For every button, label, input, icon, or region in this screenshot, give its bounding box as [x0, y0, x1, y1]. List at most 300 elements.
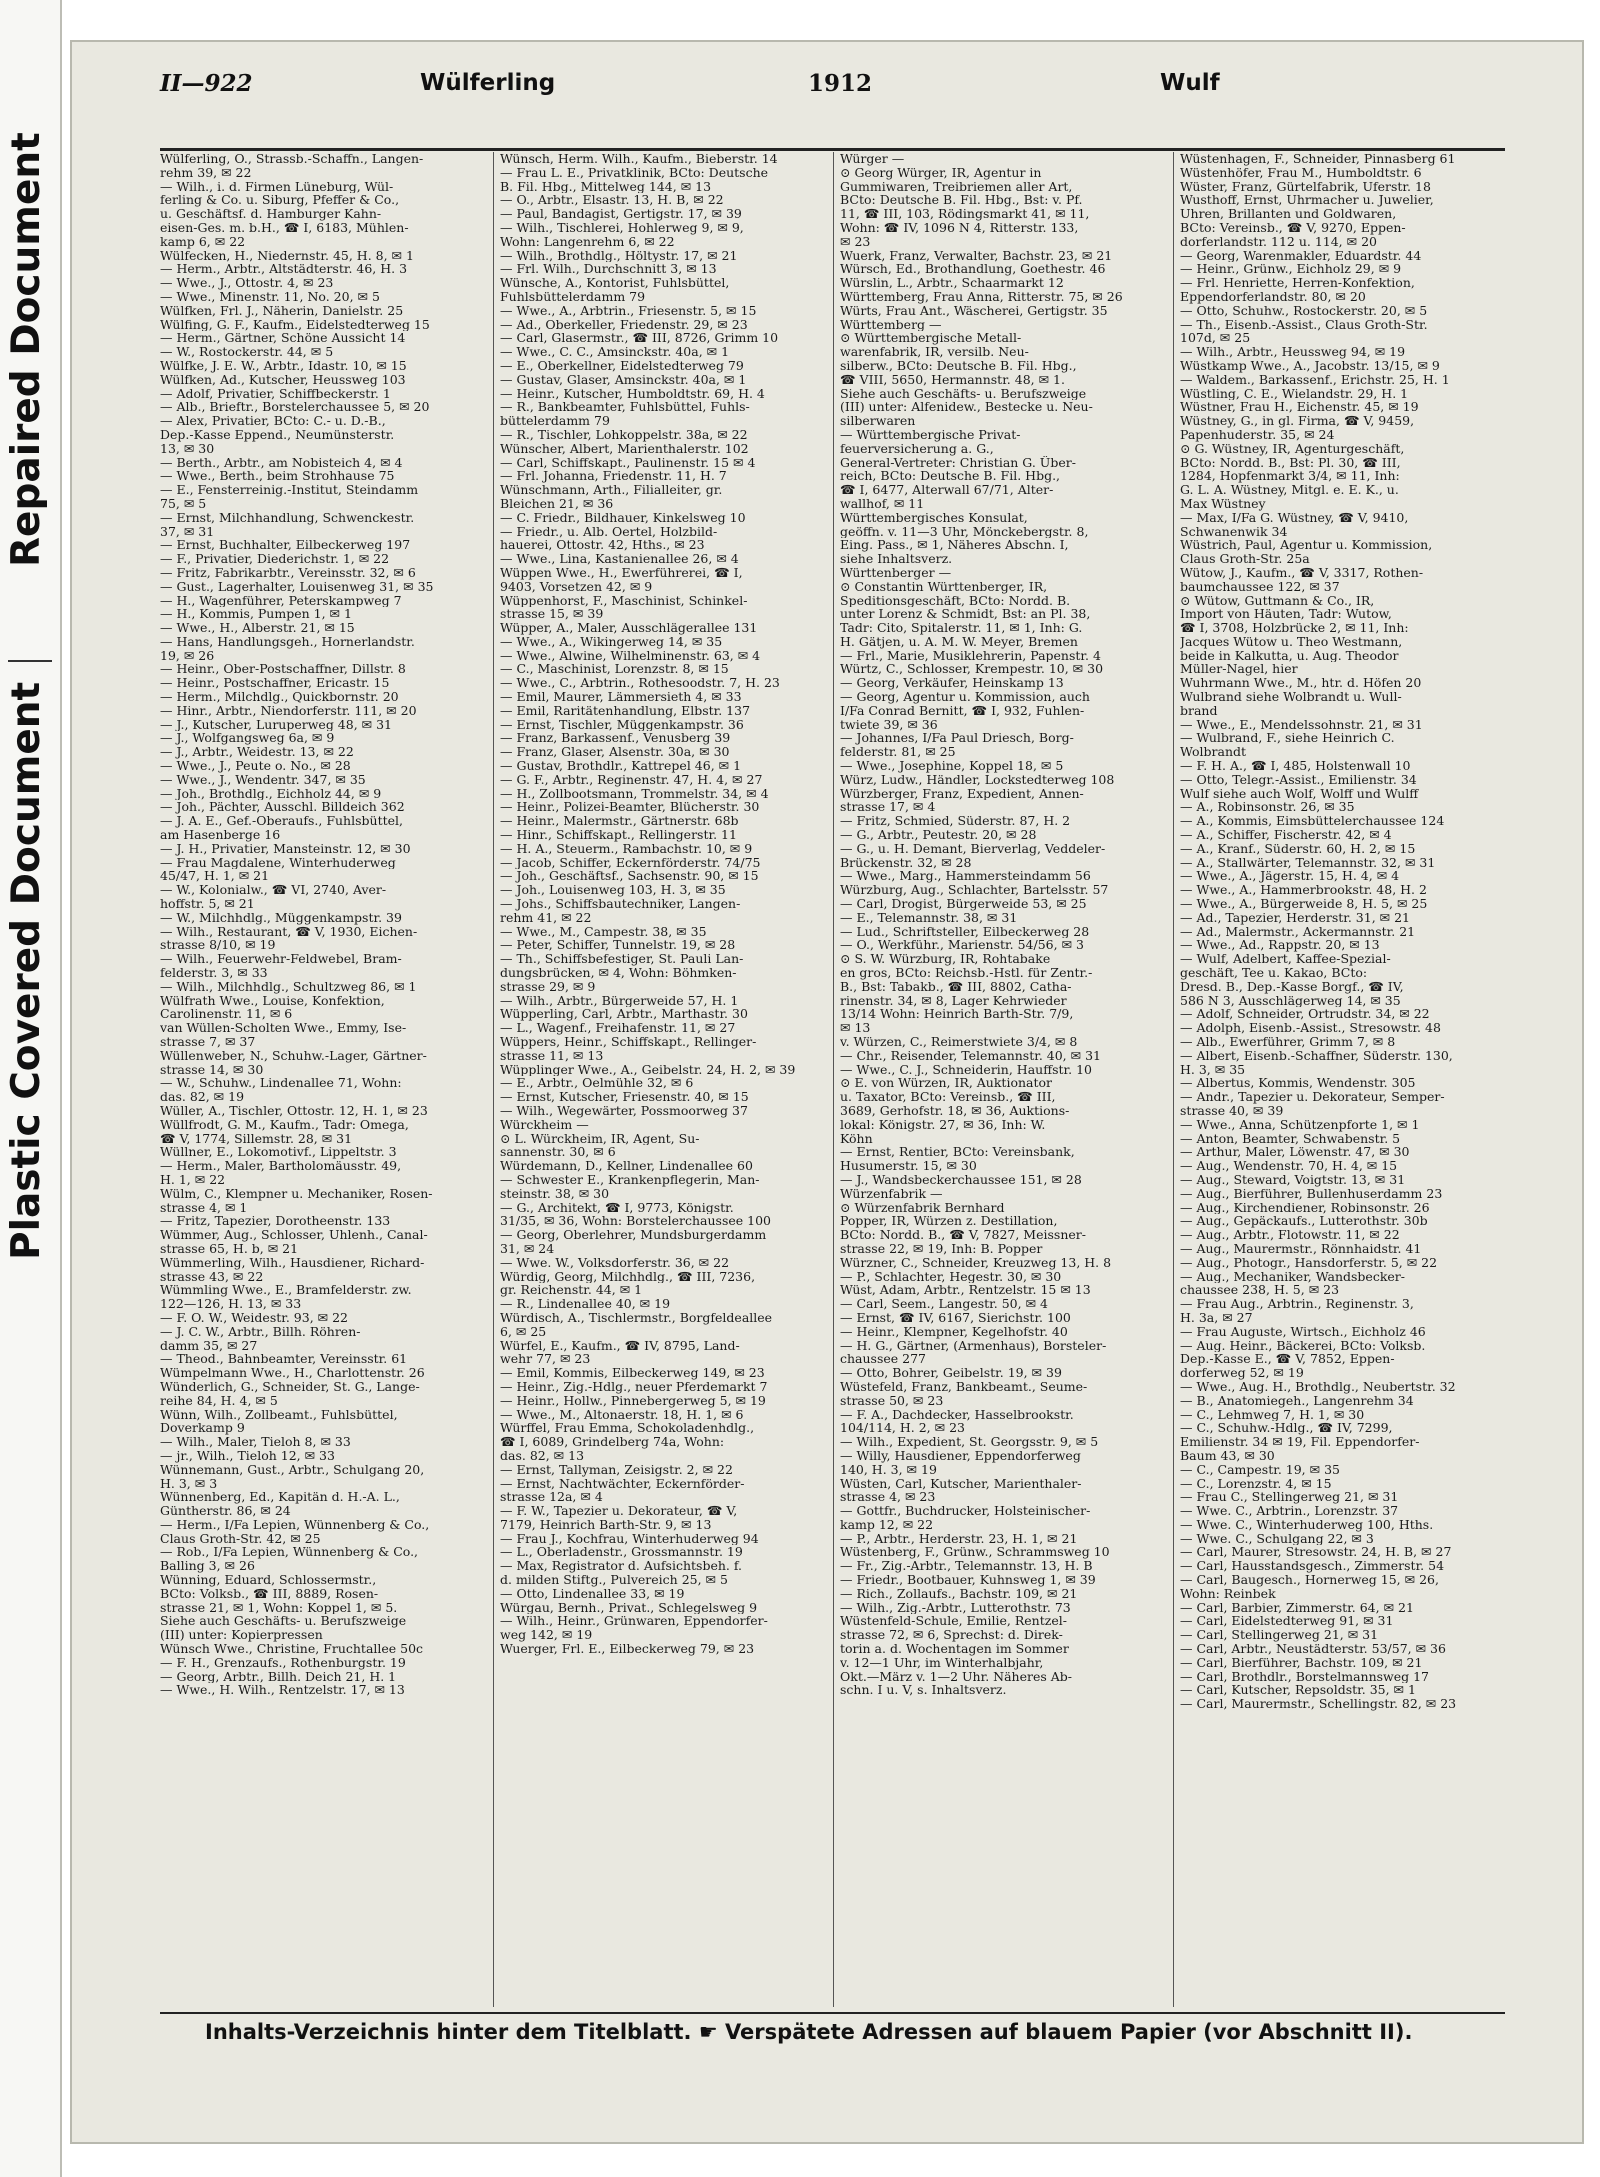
directory-entry: — Theod., Bahnbeamter, Vereinsstr. 61 [160, 1352, 408, 1367]
directory-entry: G. L. A. Wüstney, Mitgl. e. E. K., u. [1180, 483, 1399, 497]
directory-entry: — P., Schlachter, Hegestr. 30, ✉ 30 [840, 1269, 1062, 1284]
directory-entry: H. Gätjen, u. A. M. W. Meyer, Bremen [840, 634, 1078, 649]
directory-entry: geöffn. v. 11—3 Uhr, Mönckebergstr. 8, [840, 524, 1089, 539]
directory-entry: — Th., Eisenb.-Assist., Claus Groth-Str. [1180, 317, 1428, 332]
directory-entry: — Carl, Barbier, Zimmerstr. 64, ✉ 21 [1180, 1600, 1414, 1615]
directory-entry: reich, BCto: Deutsche B. Fil. Hbg., [840, 469, 1061, 484]
directory-entry: strasse 15, ✉ 39 [500, 607, 604, 622]
column-divider [1173, 152, 1174, 2007]
directory-entry: Uhren, Brillanten und Goldwaren, [1180, 207, 1397, 221]
directory-entry: Wuerk, Franz, Verwalter, Bachstr. 23, ✉ 21 [840, 248, 1113, 263]
directory-entry: 6, ✉ 25 [500, 1324, 547, 1339]
column-divider [833, 152, 834, 2007]
directory-entry: — Gottfr., Buchdrucker, Holsteinischer- [840, 1504, 1091, 1518]
directory-entry: — Wwe., Ad., Rappstr. 20, ✉ 13 [1180, 938, 1380, 953]
directory-entry: — Heinr., Ober-Postschaffner, Dillstr. 8 [160, 662, 406, 677]
directory-entry: — Hinr., Schiffskapt., Rellingerstr. 11 [500, 828, 737, 842]
directory-entry: Wümmerling, Wilh., Hausdiener, Richard- [160, 1255, 425, 1270]
directory-entry: Wünsch Wwe., Christine, Fruchtallee 50c [160, 1642, 424, 1656]
directory-entry: Wüst, Adam, Arbtr., Rentzelstr. 15 ✉ 13 [840, 1283, 1091, 1298]
directory-entry: — E., Fensterreinig.-Institut, Steindamm [160, 483, 419, 497]
directory-entry: Wümmling Wwe., E., Bramfelderstr. zw. [160, 1283, 412, 1298]
directory-entry: — Heinr., Kutscher, Humboldtstr. 69, H. 4 [500, 386, 765, 401]
directory-entry: chaussee 238, H. 5, ✉ 23 [1180, 1283, 1340, 1298]
directory-entry: — Fritz, Fabrikarbtr., Vereinsstr. 32, ✉ 6 [160, 565, 416, 580]
directory-entry: — Georg, Arbtr., Billh. Deich 21, H. 1 [160, 1669, 397, 1684]
directory-entry: Wüstenhöfer, Frau M., Humboldtstr. 6 [1180, 165, 1422, 180]
directory-entry: Claus Groth-Str. 42, ✉ 25 [160, 1531, 321, 1546]
directory-entry: — Aug., Arbtr., Flotowstr. 11, ✉ 22 [1180, 1228, 1400, 1242]
directory-entry: Okt.—März v. 1—2 Uhr. Näheres Ab- [840, 1669, 1072, 1684]
directory-entry: 75, ✉ 5 [160, 496, 207, 511]
directory-entry: Wuhrmann Wwe., M., htr. d. Höfen 20 [1180, 676, 1422, 691]
directory-entry: — Herm., Gärtner, Schöne Aussicht 14 [160, 331, 406, 346]
directory-entry: — Wilh., Tischlerei, Hohlerweg 9, ✉ 9, [500, 220, 744, 235]
directory-entry: Wülfrath Wwe., Louise, Konfektion, [160, 993, 385, 1008]
directory-entry: Wüster, Franz, Gürtelfabrik, Uferstr. 18 [1180, 179, 1431, 194]
directory-entry: — Th., Schiffsbefestiger, St. Pauli Lan- [500, 952, 744, 967]
directory-entry: ☎ VIII, 5650, Hermannstr. 48, ✉ 1. [840, 372, 1065, 387]
directory-entry: — Hans, Handlungsgeh., Hornerlandstr. [160, 634, 415, 649]
directory-entry: Würger — [840, 152, 905, 166]
directory-entry: dorferweg 52, ✉ 19 [1180, 1366, 1304, 1380]
directory-entry: u. Taxator, BCto: Vereinsb., ☎ III, [840, 1090, 1056, 1104]
directory-entry: Würckheim — [500, 1117, 589, 1132]
directory-entry: H. 3a, ✉ 27 [1180, 1310, 1253, 1325]
directory-entry: — Aug., Wendenstr. 70, H. 4, ✉ 15 [1180, 1159, 1398, 1173]
directory-entry: — Ad., Malermstr., Ackermannstr. 21 [1180, 924, 1416, 939]
directory-entry: — Wwe., J., Peute o. No., ✉ 28 [160, 759, 351, 773]
directory-entry: — Frl., Marie, Musiklehrerin, Papenstr. 4 [840, 648, 1101, 663]
directory-entry: damm 35, ✉ 27 [160, 1338, 258, 1353]
directory-entry: — Ernst, Rentier, BCto: Vereinsbank, [840, 1145, 1075, 1160]
directory-entry: Würslin, L., Arbtr., Schaarmarkt 12 [840, 276, 1064, 290]
directory-entry: BCto: Nordd. B., ☎ V, 7827, Meissner- [840, 1228, 1086, 1242]
directory-entry: Würfel, E., Kaufm., ☎ IV, 8795, Land- [500, 1338, 740, 1353]
directory-entry: Wünsch, Herm. Wilh., Kaufm., Bieberstr. 14 [500, 152, 778, 166]
directory-entry: Würdemann, D., Kellner, Lindenallee 60 [500, 1159, 753, 1173]
directory-entry: — Heinr., Postschaffner, Ericastr. 15 [160, 676, 390, 691]
directory-entry: schn. I u. V, s. Inhaltsverz. [840, 1683, 1007, 1698]
directory-entry: lokal: Königstr. 27, ✉ 36, Inh: W. [840, 1117, 1046, 1132]
directory-entry: — Wwe., A., Hammerbrookstr. 48, H. 2 [1180, 883, 1427, 898]
directory-entry: am Hasenberge 16 [160, 828, 281, 842]
directory-entry: Güntherstr. 86, ✉ 24 [160, 1504, 291, 1518]
directory-entry: Schwanenwik 34 [1180, 524, 1288, 539]
directory-entry: — Georg, Warenmakler, Eduardstr. 44 [1180, 248, 1422, 263]
directory-entry: — J. A. E., Gef.-Oberaufs., Fuhlsbüttel, [160, 814, 403, 829]
directory-entry: — Frau Aug., Arbtrin., Reginenstr. 3, [1180, 1297, 1414, 1311]
directory-entry: Wohn: ☎ IV, 1096 N 4, Ritterstr. 133, [840, 220, 1079, 235]
directory-entry: dorferlandstr. 112 u. 114, ✉ 20 [1180, 234, 1377, 249]
directory-entry: — G., u. H. Demant, Bierverlag, Veddeler- [840, 841, 1106, 856]
directory-entry: — W., Rostockerstr. 44, ✉ 5 [160, 345, 334, 359]
directory-entry: Würtz, C., Schlosser, Krempestr. 10, ✉ 30 [840, 662, 1104, 677]
directory-entry: Wüpper, A., Maler, Ausschlägerallee 131 [500, 621, 758, 635]
directory-entry: torin a. d. Wochentagen im Sommer [840, 1642, 1069, 1656]
directory-entry: — Wwe., Marg., Hammersteindamm 56 [840, 869, 1091, 884]
directory-entry: strasse 4, ✉ 23 [840, 1490, 936, 1505]
directory-entry: — F., Privatier, Diederichstr. 1, ✉ 22 [160, 552, 390, 566]
directory-entry: Würzberger, Franz, Expedient, Annen- [840, 786, 1084, 801]
directory-entry: — Wilh., Arbtr., Bürgerweide 57, H. 1 [500, 993, 739, 1008]
directory-entry: — Otto, Telegr.-Assist., Emilienstr. 34 [1180, 772, 1417, 787]
column-3 [840, 152, 1166, 2007]
directory-entry: — Georg, Oberlehrer, Mundsburgerdamm [500, 1228, 767, 1242]
directory-entry: 586 N 3, Ausschlägerweg 14, ✉ 35 [1180, 993, 1401, 1008]
directory-entry: — Wwe., Aug. H., Brothdlg., Neubertstr. 32 [1180, 1379, 1456, 1394]
directory-entry: — Frl. Johanna, Friedenstr. 11, H. 7 [500, 469, 727, 484]
directory-entry: — Ernst, Kutscher, Friesenstr. 40, ✉ 15 [500, 1090, 749, 1104]
directory-entry: ☎ V, 1774, Sillemstr. 28, ✉ 31 [160, 1131, 353, 1146]
directory-entry: Wülfing, G. F., Kaufm., Eidelstedterweg 15 [160, 317, 430, 332]
directory-entry: — F. H. A., ☎ I, 485, Holstenwall 10 [1180, 759, 1411, 773]
directory-entry: — A., Robinsonstr. 26, ✉ 35 [1180, 800, 1355, 815]
directory-entry: beide in Kalkutta, u. Aug. Theodor [1180, 648, 1399, 663]
directory-entry: — Carl, Brothdlr., Borstelmannsweg 17 [1180, 1669, 1430, 1684]
directory-entry: 31/35, ✉ 36, Wohn: Borstelerchaussee 100 [500, 1214, 771, 1229]
directory-entry: — A., Schiffer, Fischerstr. 42, ✉ 4 [1180, 828, 1392, 842]
directory-entry: — C., Campestr. 19, ✉ 35 [1180, 1462, 1340, 1477]
directory-entry: Eppendorferlandstr. 80, ✉ 20 [1180, 289, 1366, 304]
directory-entry: Wüstenberg, F., Grünw., Schrammsweg 10 [840, 1545, 1110, 1560]
directory-entry: — C., Maschinist, Lorenzstr. 8, ✉ 15 [500, 662, 729, 677]
directory-entry: — L., Wagenf., Freihafenstr. 11, ✉ 27 [500, 1021, 736, 1035]
directory-entry: dungsbrücken, ✉ 4, Wohn: Böhmken- [500, 966, 737, 980]
directory-entry: ⊙ Württembergische Metall- [840, 331, 1022, 346]
directory-entry: 37, ✉ 31 [160, 524, 215, 539]
directory-entry: 122—126, H. 13, ✉ 33 [160, 1297, 302, 1311]
directory-entry: u. Geschäftsf. d. Hamburger Kahn- [160, 207, 382, 221]
directory-entry: — Carl, Bierführer, Bachstr. 109, ✉ 21 [1180, 1655, 1423, 1670]
directory-entry: — C., Schuhw.-Hdlg., ☎ IV, 7299, [1180, 1421, 1393, 1436]
directory-entry: — Herm., I/Fa Lepien, Wünnenberg & Co., [160, 1517, 430, 1532]
directory-entry: — Lud., Schriftsteller, Eilbeckerweg 28 [840, 924, 1090, 939]
directory-entry: — Wwe., A., Arbtrin., Friesenstr. 5, ✉ 15 [500, 303, 757, 318]
directory-entry: — Wwe., Anna, Schützenpforte 1, ✉ 1 [1180, 1117, 1420, 1132]
directory-entry: 31, ✉ 24 [500, 1241, 555, 1256]
directory-entry: Würgau, Bernh., Privat., Schlegelsweg 9 [500, 1600, 758, 1615]
directory-entry: strasse 12a, ✉ 4 [500, 1490, 603, 1505]
directory-entry: — Wilh., Restaurant, ☎ V, 1930, Eichen- [160, 924, 418, 939]
directory-entry: — J., Kutscher, Luruperweg 48, ✉ 31 [160, 717, 393, 732]
directory-entry: 107d, ✉ 25 [1180, 331, 1251, 346]
directory-entry: — Joh., Geschäftsf., Sachsenstr. 90, ✉ 15 [500, 869, 759, 884]
directory-entry: — Gustav, Glaser, Amsinckstr. 40a, ✉ 1 [500, 372, 747, 387]
column-4 [1180, 152, 1506, 2007]
directory-entry: — Jacob, Schiffer, Eckernförderstr. 74/75 [500, 855, 761, 870]
directory-entry: — Georg, Agentur u. Kommission, auch [840, 690, 1090, 704]
directory-entry: Würffel, Frau Emma, Schokoladenhdlg., [500, 1421, 755, 1436]
directory-entry: Claus Groth-Str. 25a [1180, 552, 1310, 566]
directory-entry: — Adolph, Eisenb.-Assist., Stresowstr. 48 [1180, 1021, 1441, 1035]
directory-entry: — Wwe., M., Altonaerstr. 18, H. 1, ✉ 6 [500, 1407, 744, 1422]
directory-entry: 19, ✉ 26 [160, 648, 215, 663]
directory-entry: strasse 22, ✉ 19, Inh: B. Popper [840, 1241, 1043, 1256]
directory-entry: — Alb., Brieftr., Borstelerchaussee 5, ✉ 20 [160, 400, 430, 415]
directory-entry: Dep.-Kasse E., ☎ V, 7852, Eppen- [1180, 1352, 1395, 1367]
directory-entry: — Heinr., Klempner, Kegelhofstr. 40 [840, 1324, 1068, 1339]
directory-entry: en gros, BCto: Reichsb.-Hstl. für Zentr.- [840, 966, 1093, 980]
directory-entry: — Wwe., H., Alberstr. 21, ✉ 15 [160, 621, 355, 635]
directory-entry: Württemberg, Frau Anna, Ritterstr. 75, ✉ 26 [840, 289, 1123, 304]
directory-entry: — Wilh., Zig.-Arbtr., Lutterothstr. 73 [840, 1600, 1071, 1615]
directory-entry: — Joh., Louisenweg 103, H. 3, ✉ 35 [500, 883, 726, 898]
directory-entry: — Wwe., J., Wendentr. 347, ✉ 35 [160, 772, 366, 787]
directory-entry: strasse 11, ✉ 13 [500, 1048, 604, 1063]
directory-entry: Wütow, J., Kaufm., ☎ V, 3317, Rothen- [1180, 565, 1424, 580]
directory-entry: — Wilh., Maler, Tieloh 8, ✉ 33 [160, 1435, 351, 1449]
directory-entry: — Ernst, ☎ IV, 6167, Sierichstr. 100 [840, 1310, 1071, 1325]
directory-entry: Wüstner, Frau H., Eichenstr. 45, ✉ 19 [1180, 400, 1419, 415]
directory-entry: B. Fil. Hbg., Mittelweg 144, ✉ 13 [500, 179, 712, 194]
directory-entry: Wülm, C., Klempner u. Mechaniker, Rosen- [160, 1186, 433, 1201]
directory-entry: — Willy, Hausdiener, Eppendorferweg [840, 1448, 1081, 1463]
directory-entry: — A., Kommis, Eimsbüttelerchaussee 124 [1180, 814, 1445, 829]
directory-entry: das. 82, ✉ 13 [500, 1448, 585, 1463]
directory-entry: strasse 72, ✉ 6, Sprechst: d. Direk- [840, 1628, 1063, 1643]
directory-entry: — H., Zollbootsmann, Trommelstr. 34, ✉ 4 [500, 786, 769, 801]
directory-entry: Wüllenweber, N., Schuhw.-Lager, Gärtner- [160, 1048, 427, 1063]
directory-entry: hauerei, Ottostr. 42, Hths., ✉ 23 [500, 538, 705, 553]
directory-entry: — Wilh., i. d. Firmen Lüneburg, Wül- [160, 179, 394, 194]
directory-entry: — Wwe., C., Arbtrin., Rothesoodstr. 7, H. 23 [500, 676, 780, 691]
directory-entry: Wülferling, O., Strassb.-Schaffn., Langen- [160, 152, 424, 166]
directory-entry: strasse 4, ✉ 1 [160, 1200, 248, 1215]
directory-entry: — Friedr., u. Alb. Oertel, Holzbild- [500, 524, 718, 539]
directory-entry: Emilienstr. 34 ✉ 19, Fil. Eppendorfer- [1180, 1435, 1420, 1449]
directory-entry: — Franz, Barkassenf., Venusberg 39 [500, 731, 731, 746]
directory-entry: — Aug., Kirchendiener, Robinsonstr. 26 [1180, 1200, 1430, 1215]
directory-entry: Wolbrandt [1180, 745, 1247, 760]
directory-entry: — H., Kommis, Pumpen 1, ✉ 1 [160, 607, 352, 622]
directory-entry: Wulbrand siehe Wolbrandt u. Wull- [1180, 690, 1402, 704]
directory-entry: (III) unter: Alfenidew., Bestecke u. Neu- [840, 400, 1093, 415]
directory-entry: — R., Tischler, Lohkoppelstr. 38a, ✉ 22 [500, 427, 748, 442]
directory-entry: H. 3, ✉ 3 [160, 1476, 218, 1491]
directory-entry: — Frau C., Stellingerweg 21, ✉ 31 [1180, 1490, 1399, 1505]
plastic-covered-label: Plastic Covered Document [4, 681, 49, 1260]
directory-entry: — Carl, Arbtr., Neustädterstr. 53/57, ✉ 36 [1180, 1642, 1446, 1656]
directory-entry: reihe 84, H. 4, ✉ 5 [160, 1393, 278, 1408]
directory-entry: — Carl, Drogist, Bürgerweide 53, ✉ 25 [840, 897, 1087, 911]
directory-entry: Wohn: Reinbek [1180, 1586, 1276, 1601]
directory-entry: — W., Milchhdlg., Müggenkampstr. 39 [160, 910, 402, 925]
directory-entry: — Peter, Schiffer, Tunnelstr. 19, ✉ 28 [500, 938, 736, 953]
directory-entry: — Otto, Lindenallee 33, ✉ 19 [500, 1586, 685, 1601]
directory-entry: Wümpelmann Wwe., H., Charlottenstr. 26 [160, 1366, 425, 1380]
directory-entry: strasse 8/10, ✉ 19 [160, 938, 276, 953]
directory-entry: — Carl, Glasermstr., ☎ III, 8726, Grimm 10 [500, 331, 779, 346]
directory-entry: — Rob., I/Fa Lepien, Wünnenberg & Co., [160, 1545, 419, 1560]
directory-entry: wehr 77, ✉ 23 [500, 1352, 591, 1367]
directory-entry: — Adolf, Schneider, Ortrudstr. 34, ✉ 22 [1180, 1007, 1430, 1022]
directory-entry: — E., Arbtr., Oelmühle 32, ✉ 6 [500, 1076, 694, 1091]
directory-entry: steinstr. 38, ✉ 30 [500, 1186, 610, 1201]
directory-entry: ⊙ Georg Würger, IR, Agentur in [840, 165, 1042, 180]
directory-entry: Max Wüstney [1180, 496, 1266, 511]
directory-entry: — J., Wolfgangsweg 6a, ✉ 9 [160, 731, 335, 746]
directory-entry: — Wwe. C., Schulgang 22, ✉ 3 [1180, 1531, 1374, 1546]
directory-entry: silberw., BCto: Deutsche B. Fil. Hbg., [840, 358, 1077, 373]
directory-entry: strasse 43, ✉ 22 [160, 1269, 264, 1284]
directory-entry: — Georg, Verkäufer, Heinskamp 13 [840, 676, 1064, 691]
directory-entry: Württemberg — [840, 317, 942, 332]
directory-entry: — jr., Wilh., Tieloh 12, ✉ 33 [160, 1448, 335, 1463]
directory-entry: — Alb., Ewerführer, Grimm 7, ✉ 8 [1180, 1035, 1396, 1049]
directory-entry: 140, H. 3, ✉ 19 [840, 1462, 937, 1477]
directory-entry: — O., Werkführ., Marienstr. 54/56, ✉ 3 [840, 938, 1084, 953]
directory-entry: — Wwe., Berth., beim Strohhause 75 [160, 469, 395, 484]
directory-entry: — Wwe., A., Wikingerweg 14, ✉ 35 [500, 634, 723, 649]
directory-entry: — J. C. W., Arbtr., Billh. Röhren- [160, 1324, 361, 1339]
directory-entry: I/Fa Conrad Bernitt, ☎ I, 932, Fuhlen- [840, 703, 1085, 718]
directory-entry: — F. W., Tapezier u. Dekorateur, ☎ V, [500, 1504, 738, 1518]
directory-entry: — Fr., Zig.-Arbtr., Telemannstr. 13, H. B [840, 1559, 1093, 1574]
directory-entry: Wüstney, G., in gl. Firma, ☎ V, 9459, [1180, 414, 1415, 428]
directory-entry: Wuerger, Frl. E., Eilbeckerweg 79, ✉ 23 [500, 1642, 755, 1656]
directory-entry: 3689, Gerhofstr. 18, ✉ 36, Auktions- [840, 1103, 1070, 1118]
directory-entry: — Schwester E., Krankenpflegerin, Man- [500, 1172, 760, 1187]
directory-entry: Dresd. B., Dep.-Kasse Borgf., ☎ IV, [1180, 979, 1404, 994]
directory-entry: — Carl, Hausstandsgesch., Zimmerstr. 54 [1180, 1559, 1445, 1574]
directory-entry: — Fritz, Schmied, Süderstr. 87, H. 2 [840, 814, 1071, 829]
year-label: 1912 [808, 70, 873, 97]
directory-entry: — Ernst, Milchhandlung, Schwenckestr. [160, 510, 415, 525]
directory-entry: — B., Anatomiegeh., Langenrehm 34 [1180, 1393, 1414, 1408]
directory-entry: — Heinr., Grünw., Eichholz 29, ✉ 9 [1180, 262, 1402, 277]
directory-entry: ☎ I, 6477, Alterwall 67/71, Alter- [840, 483, 1054, 497]
directory-entry: Würdig, Georg, Milchhdlg., ☎ III, 7236, [500, 1269, 756, 1284]
directory-entry: — Heinr., Malermstr., Gärtnerstr. 68b [500, 814, 739, 829]
directory-entry: — G., Architekt, ☎ I, 9773, Königstr. [500, 1200, 734, 1215]
directory-entry: ⊙ G. Wüstney, IR, Agenturgeschäft, [1180, 441, 1405, 456]
last-entry-name: Wulf [1160, 70, 1220, 96]
directory-entry: strasse 7, ✉ 37 [160, 1035, 256, 1049]
directory-entry: — F. H., Grenzaufs., Rothenburgstr. 19 [160, 1655, 406, 1670]
directory-entry: Wüppenhorst, F., Maschinist, Schinkel- [500, 593, 748, 608]
directory-entry: Wünn, Wilh., Zollbeamt., Fuhlsbüttel, [160, 1407, 398, 1422]
directory-entry: Husumerstr. 15, ✉ 30 [840, 1159, 977, 1173]
directory-entry: — H., Wagenführer, Peterskampweg 7 [160, 593, 402, 608]
directory-entry: — Wwe., Alwine, Wilhelminenstr. 63, ✉ 4 [500, 648, 761, 663]
directory-entry: — Ad., Oberkeller, Friedenstr. 29, ✉ 23 [500, 317, 748, 332]
directory-entry: — Albertus, Kommis, Wendenstr. 305 [1180, 1076, 1416, 1091]
directory-entry: Würz, Ludw., Händler, Lockstedterweg 108 [840, 772, 1115, 787]
directory-entry: eisen-Ges. m. b.H., ☎ I, 6183, Mühlen- [160, 220, 409, 235]
directory-entry: — Carl, Seem., Langestr. 50, ✉ 4 [840, 1297, 1048, 1311]
directory-entry: v. Würzen, C., Reimerstwiete 3/4, ✉ 8 [840, 1035, 1078, 1049]
directory-entry: Wüppen Wwe., H., Ewerführerei, ☎ I, [500, 565, 743, 580]
directory-entry: — Alex, Privatier, BCto: C.- u. D.-B., [160, 414, 386, 428]
directory-entry: Württembergisches Konsulat, [840, 510, 1028, 525]
directory-entry: H. 3, ✉ 35 [1180, 1062, 1246, 1077]
directory-entry: baumchaussee 122, ✉ 37 [1180, 579, 1340, 594]
directory-entry: — Wwe., A., Bürgerweide 8, H. 5, ✉ 25 [1180, 897, 1428, 911]
directory-entry: v. 12—1 Uhr, im Winterhalbjahr, [840, 1655, 1044, 1670]
directory-entry: Köhn [840, 1131, 873, 1146]
directory-entry: — Emil, Maurer, Lämmersieth 4, ✉ 33 [500, 690, 742, 704]
footer-note: Inhalts-Verzeichnis hinter dem Titelblatt. ☛ Verspätete Adressen auf blauem Papier (vor Abschnitt II). [205, 2020, 1413, 2044]
directory-entry: Bleichen 21, ✉ 36 [500, 496, 614, 511]
directory-entry: Wümmer, Aug., Schlosser, Uhlenh., Canal- [160, 1228, 428, 1242]
directory-entry: — Frau Magdalene, Winterhuderweg [160, 855, 396, 870]
directory-entry: 7179, Heinrich Barth-Str. 9, ✉ 13 [500, 1517, 712, 1532]
directory-entry: felderstr. 81, ✉ 25 [840, 745, 956, 760]
directory-entry: BCto: Volksb., ☎ III, 8889, Rosen- [160, 1586, 379, 1601]
directory-entry: — Aug. Heinr., Bäckerei, BCto: Volksb. [1180, 1338, 1426, 1353]
directory-entry: — Friedr., Bootbauer, Kuhnsweg 1, ✉ 39 [840, 1573, 1096, 1587]
directory-entry: Würzburg, Aug., Schlachter, Bartelsstr. 57 [840, 883, 1109, 898]
directory-entry: — Wwe., Minenstr. 11, No. 20, ✉ 5 [160, 289, 380, 304]
directory-entry: Wünschmann, Arth., Filialleiter, gr. [500, 483, 723, 497]
directory-entry: kamp 12, ✉ 22 [840, 1517, 934, 1532]
directory-entry: — Anton, Beamter, Schwabenstr. 5 [1180, 1131, 1401, 1146]
directory-entry: — Wwe. C., Arbtrin., Lorenzstr. 37 [1180, 1504, 1399, 1518]
directory-entry: strasse 65, H. b, ✉ 21 [160, 1241, 299, 1256]
directory-entry: — Hinr., Arbtr., Niendorferstr. 111, ✉ 20 [160, 703, 417, 718]
directory-entry: — Herm., Arbtr., Altstädterstr. 46, H. 3 [160, 262, 408, 277]
directory-entry: — F. A., Dachdecker, Hasselbrookstr. [840, 1407, 1074, 1422]
directory-entry: ⊙ L. Würckheim, IR, Agent, Su- [500, 1131, 700, 1146]
directory-entry: Wülfken, Frl. J., Näherin, Danielstr. 25 [160, 303, 404, 318]
directory-entry: ☎ I, 6089, Grindelberg 74a, Wohn: [500, 1435, 725, 1449]
directory-entry: — Johannes, I/Fa Paul Driesch, Borg- [840, 731, 1074, 746]
directory-entry: ☎ I, 3708, Holzbrücke 2, ✉ 11, Inh: [1180, 621, 1409, 635]
directory-entry: Würts, Frau Ant., Wäscherei, Gertigstr. 35 [840, 303, 1108, 318]
directory-entry: — W., Schuhw., Lindenallee 71, Wohn: [160, 1076, 402, 1091]
directory-entry: Wünning, Eduard, Schlossermstr., [160, 1573, 377, 1587]
directory-entry: Wüppers, Heinr., Schiffskapt., Rellinger- [500, 1035, 757, 1049]
repaired-document-label: Repaired Document [4, 132, 49, 568]
directory-entry: — E., Oberkellner, Eidelstedterweg 79 [500, 358, 744, 373]
directory-entry: H. 1, ✉ 22 [160, 1172, 226, 1187]
directory-entry: strasse 50, ✉ 23 [840, 1393, 944, 1408]
directory-entry: weg 142, ✉ 19 [500, 1628, 593, 1643]
directory-entry: — Frl. Wilh., Durchschnitt 3, ✉ 13 [500, 262, 717, 277]
directory-entry: Würdisch, A., Tischlermstr., Borgfeldeallee [500, 1310, 773, 1325]
directory-entry: Wohn: Langenrehm 6, ✉ 22 [500, 234, 675, 249]
directory-entry: — C. Friedr., Bildhauer, Kinkelsweg 10 [500, 510, 746, 525]
directory-entry: — J., Arbtr., Weidestr. 13, ✉ 22 [160, 745, 354, 760]
directory-entry: — Wilh., Expedient, St. Georgsstr. 9, ✉ 5 [840, 1435, 1099, 1449]
directory-entry: Wüstefeld, Franz, Bankbeamt., Seume- [840, 1379, 1088, 1394]
directory-entry: — Heinr., Hollw., Pinnebergerweg 5, ✉ 19 [500, 1393, 766, 1408]
directory-entry: Wüllfrodt, G. M., Kaufm., Tadr: Omega, [160, 1117, 409, 1132]
directory-entry: sannenstr. 30, ✉ 6 [500, 1145, 616, 1160]
directory-entry: — Wwe., A., Jägerstr. 15, H. 4, ✉ 4 [1180, 869, 1400, 884]
directory-entry: 45/47, H. 1, ✉ 21 [160, 869, 270, 884]
directory-entry: — Aug., Steward, Voigtstr. 13, ✉ 31 [1180, 1172, 1406, 1187]
directory-entry: Wüstenhagen, F., Schneider, Pinnasberg 61 [1180, 152, 1456, 166]
directory-entry: — E., Telemannstr. 38, ✉ 31 [840, 910, 1018, 925]
column-2 [500, 152, 826, 2007]
directory-entry: — Aug., Maurermstr., Rönnhaidstr. 41 [1180, 1241, 1422, 1256]
directory-entry: — A., Kranf., Süderstr. 60, H. 2, ✉ 15 [1180, 841, 1416, 856]
directory-entry: — Berth., Arbtr., am Nobisteich 4, ✉ 4 [160, 455, 403, 470]
directory-entry: Wüllner, E., Lokomotivf., Lippeltstr. 3 [160, 1145, 397, 1160]
directory-entry: General-Vertreter: Christian G. Über- [840, 455, 1076, 470]
directory-entry: Wülfecken, H., Niedernstr. 45, H. 8, ✉ 1 [160, 248, 414, 263]
directory-entry: Wünsche, A., Kontorist, Fuhlsbüttel, [500, 276, 730, 290]
directory-entry: Siehe auch Geschäfts- u. Berufszweige [160, 1614, 407, 1629]
directory-entry: felderstr. 3, ✉ 33 [160, 966, 268, 980]
directory-entry: — W., Kolonialw., ☎ VI, 2740, Aver- [160, 883, 387, 898]
directory-entry: ✉ 23 [840, 234, 871, 249]
directory-entry: — Frl. Henriette, Herren-Konfektion, [1180, 276, 1415, 290]
directory-entry: 11, ☎ III, 103, Rödingsmarkt 41, ✉ 11, [840, 207, 1090, 221]
directory-entry: Wülfke, J. E. W., Arbtr., Idastr. 10, ✉ 15 [160, 358, 407, 373]
